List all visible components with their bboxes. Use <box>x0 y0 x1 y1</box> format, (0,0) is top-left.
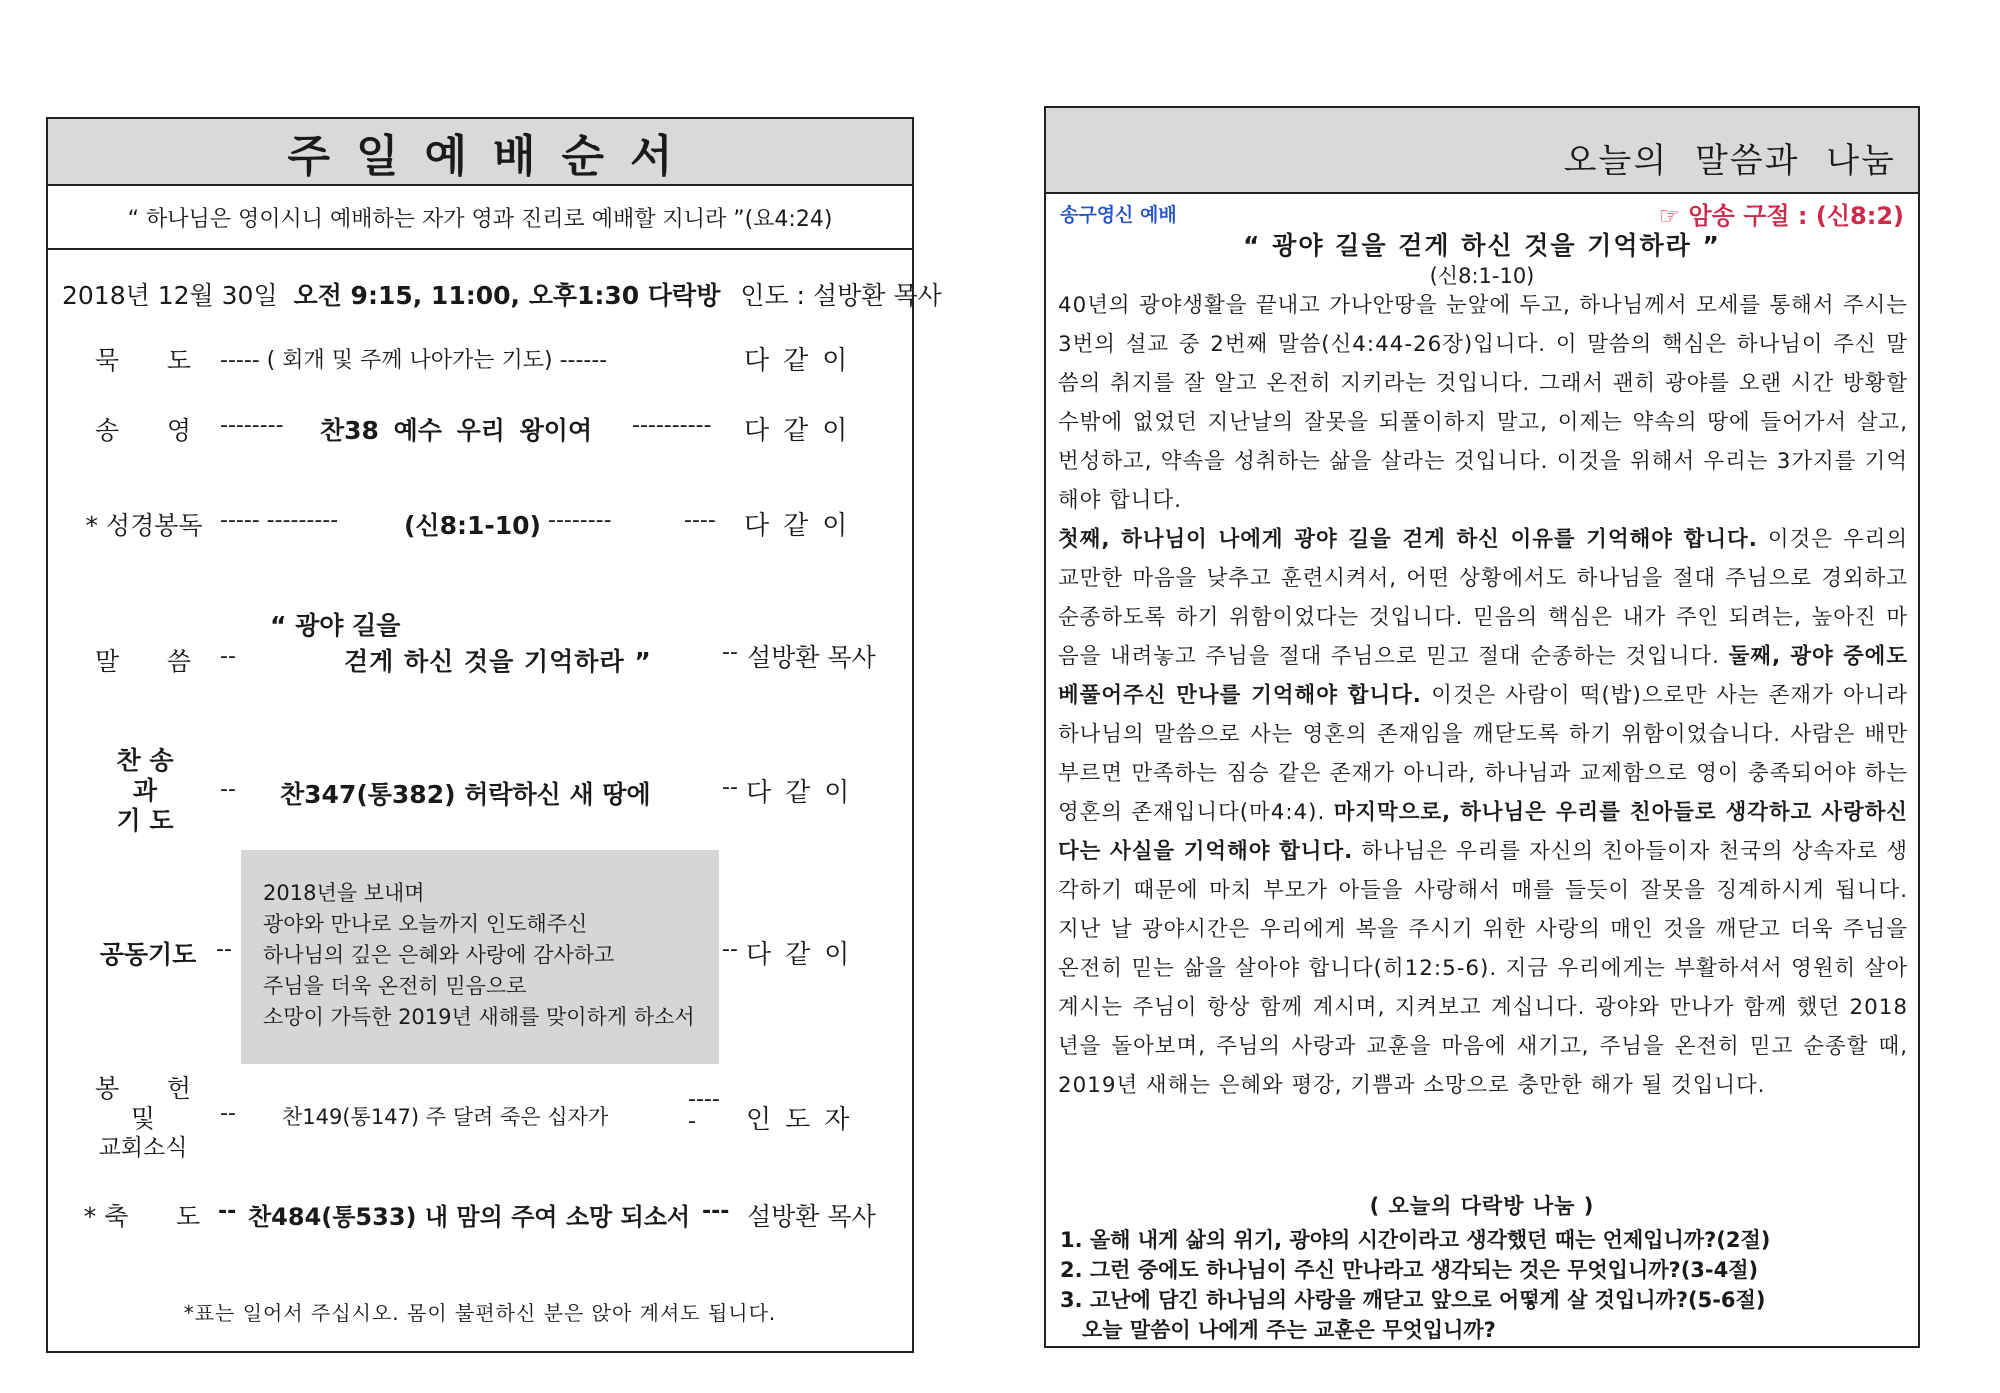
sermon-reference: (신8:1-10) <box>1429 264 1535 288</box>
offering-dash-3: - <box>688 1109 696 1134</box>
scripture-label: * 성경봉독 <box>85 511 203 540</box>
praise-responder: 다같이 <box>744 416 862 446</box>
praise-dash-2: ---------- <box>632 413 712 438</box>
scripture-reference: (신8:1-10) <box>404 511 541 540</box>
memory-verse: ☞ 암송 구절 : (신8:2) <box>1658 202 1904 230</box>
hymn-label-3: 기 도 <box>116 806 174 835</box>
offering-label-2: 및 <box>130 1104 156 1133</box>
benediction-label: * 축 도 <box>83 1202 201 1231</box>
theme-verse: “ 하나님은 영이시니 예배하는 자가 영과 진리로 예배할 지니라 ”(요4:24) <box>48 186 912 250</box>
sermon-title-line-1: “ 광야 길을 <box>270 611 401 640</box>
service-date: 2018년 12월 30일 <box>62 281 278 310</box>
hymn-responder: 다같이 <box>746 778 864 808</box>
sermon-dash-1: -- <box>220 644 236 669</box>
offering-dash-2: ---- <box>688 1087 720 1112</box>
question-1: 1. 올해 내게 삶의 위기, 광야의 시간이라고 생각했던 때는 언제입니까?(2절) <box>1060 1228 1771 1252</box>
hymn-label-2: 과 <box>132 776 158 805</box>
sharing-title: ( 오늘의 다락방 나눔 ) <box>1369 1194 1595 1218</box>
hymn-title: 찬347(통382) 허락하신 새 땅에 <box>280 780 651 809</box>
joint-prayer-dash-2: -- <box>722 937 738 962</box>
point-two-text: 이것은 사람이 떡(밥)으로만 사는 존재가 아니라 하나님의 말씀으로 사는 영혼의 존재임을 깨닫도록 하기 위함이었습니다. 사람은 배만 부르면 만족하는 짐승 같은 존재가 아니라, 하나님과 교제함으로 영이 충족되어야 하는 영혼의 존재입니다(마4:4). <box>1058 683 1909 825</box>
offering-label-3: 교회소식 <box>98 1135 188 1161</box>
sermon-header <box>1046 108 1918 194</box>
joint-prayer-dash-1: -- <box>216 937 232 962</box>
standing-note: *표는 일어서 주십시오. 몸이 불편하신 분은 앉아 계셔도 됩니다. <box>183 1301 777 1325</box>
prayer-line: 소망이 가득한 2019년 새해를 맞이하게 하소서 <box>263 1005 695 1029</box>
offering-hymn: 찬149(통147) 주 달려 죽은 십자가 <box>282 1105 609 1129</box>
benediction-pastor: 설방환 목사 <box>747 1202 876 1231</box>
sermon-sharing-panel <box>1044 106 1920 1348</box>
scripture-dash-3: ---- <box>684 508 716 533</box>
scripture-dash-2: -------- <box>548 508 612 533</box>
prayer-line: 광야와 만나로 오늘까지 인도해주신 <box>263 912 588 936</box>
praise-hymn: 찬38 예수 우리 왕이여 <box>320 416 593 445</box>
sermon-dash-2: -- <box>722 640 738 665</box>
service-leader: 인도 : 설방환 목사 <box>740 281 942 310</box>
meditation-desc: ----- ( 회개 및 주께 나아가는 기도) ------ <box>220 348 608 373</box>
praise-label: 송 영 <box>95 416 191 445</box>
hymn-dash-2: -- <box>722 775 738 800</box>
offering-label-1: 봉 헌 <box>95 1074 191 1103</box>
offering-responder: 인도자 <box>746 1105 864 1135</box>
point-two: 둘째, 광야 중에도 베풀어주신 만나를 기억해야 합니다. <box>1058 644 1909 708</box>
service-tag: 송구영신 예배 <box>1060 204 1177 226</box>
sermon-body <box>1058 286 1908 1105</box>
joint-prayer-box <box>241 850 719 1064</box>
sermon-title: “ 광야 길을 걷게 하신 것을 기억하라 ” <box>1243 231 1721 260</box>
sermon-panel-title: 오늘의 말씀과 나눔 <box>1563 141 1896 181</box>
benediction-dash-2: --- <box>702 1199 730 1224</box>
sermon-intro: 40년의 광야생활을 끝내고 가나안땅을 눈앞에 두고, 하나님께서 모세를 통해서 주시는 3번의 설교 중 2번째 말씀(신4:44-26장)입니다. 이 말씀의 핵심은 하나님이 주신 말씀의 취지를 잘 알고 온전히 지키라는 것입니다. 그래서 괜히 광야를 오랜 시간 방황할 수밖에 없었던 지난날의 잘못을 되풀이하지 말고, 이제는 약속의 땅에 들어가서 살고, 번성하고, 약속을 성취하는 삶을 살라는 것입니다. 이것을 위해서 우리는 3가지를 기억해야 합니다. <box>1058 293 1908 513</box>
offering-dash-1: -- <box>220 1101 236 1126</box>
joint-prayer-responder: 다같이 <box>746 940 864 970</box>
hymn-label-1: 찬 송 <box>116 746 174 775</box>
hymn-dash-1: -- <box>220 777 236 802</box>
prayer-line: 주님을 더욱 온전히 믿음으로 <box>263 974 527 998</box>
point-three-text: 하나님은 우리를 자신의 친아들이자 천국의 상속자로 생각하기 때문에 마치 부모가 아들을 사랑해서 매를 들듯이 잘못을 징계하시게 됩니다. 지난 날 광야시간은 우리에게 복을 주시기 위한 사랑의 매인 것을 깨닫고 더욱 주님을 온전히 믿는 삶을 살아야 합니다(히12:5-6). 지금 우리에게는 부활하셔서 영원히 살아계시는 주님이 항상 함께 계시며, 지켜보고 계십니다. 광야와 만나가 함께 했던 2018년을 돌아보며, 주님의 사랑과 교훈을 마음에 새기고, 주님을 온전히 믿고 순종할 때, 2019년 새해는 은혜와 평강, 기쁨과 소망으로 충만한 해가 될 것입니다. <box>1058 839 1908 1098</box>
praise-dash-1: -------- <box>220 413 284 438</box>
sermon-preacher: 설방환 목사 <box>747 643 876 672</box>
date-line <box>62 276 942 312</box>
service-times: 오전 9:15, 11:00, 오후1:30 다락방 <box>293 281 721 310</box>
point-three: 마지막으로, 하나님은 우리를 친아들로 생각하고 사랑하신다는 사실을 기억해야 합니다. <box>1058 800 1908 864</box>
meditation-responder: 다같이 <box>744 346 862 376</box>
worship-order-title: 주일예배순서 <box>48 119 912 186</box>
benediction-hymn: 찬484(통533) 내 맘의 주여 소망 되소서 <box>248 1203 691 1231</box>
sermon-title-line-2: 걷게 하신 것을 기억하라 ” <box>344 647 652 676</box>
point-one: 첫째, 하나님이 나에게 광야 길을 걷게 하신 이유를 기억해야 합니다. <box>1058 527 1758 552</box>
scripture-dash-1: ----- --------- <box>220 508 339 533</box>
worship-order-panel <box>46 117 942 1353</box>
benediction-dash-1: -- <box>218 1199 237 1224</box>
joint-prayer-label: 공동기도 <box>99 940 197 969</box>
point-one-text: 이것은 우리의 교만한 마음을 낮추고 훈련시켜서, 어떤 상황에서도 하나님을 절대 주님으로 경외하고 순종하도록 하기 위함이었다는 것입니다. 믿음의 핵심은 내가 주인 되려는, 높아진 마음을 내려놓고 주님을 절대 주님으로 믿고 절대 순종하는 것입니다. <box>1058 527 1908 669</box>
scripture-responder: 다같이 <box>744 511 862 541</box>
prayer-line: 2018년을 보내며 <box>263 881 425 905</box>
question-2: 2. 그런 중에도 하나님이 주신 만나라고 생각되는 것은 무엇입니까?(3-4절) <box>1060 1258 1759 1282</box>
question-3: 3. 고난에 담긴 하나님의 사랑을 깨닫고 앞으로 어떻게 살 것입니까?(5-6절) <box>1060 1288 1766 1312</box>
meditation-label: 묵 도 <box>95 346 191 375</box>
prayer-line: 하나님의 깊은 은혜와 사랑에 감사하고 <box>263 943 615 967</box>
sermon-label: 말 씀 <box>95 647 191 676</box>
question-4: 오늘 말씀이 나에게 주는 교훈은 무엇입니까? <box>1060 1318 1496 1342</box>
